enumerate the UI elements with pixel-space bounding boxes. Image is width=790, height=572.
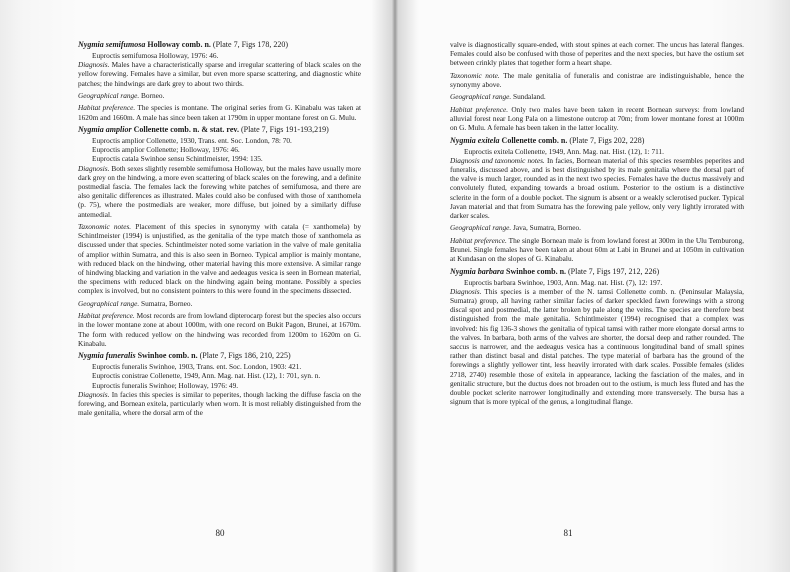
species-name: Nygmia exitela [450,135,500,145]
paragraph: Diagnosis. Both sexes slightly resemble semifumosa Holloway, but the males have usually more dark grey on the hindwing, a more even scattering of black scales on the forewing, and a definite postmedial fascia. The females lack the forewing white patches of semifumosa, and there are also genitalic differences as illustrated. Males could also be confused with those of xanthomela (p. 75), where the postmedials are weaker, more diffuse, but joined by a similarly diffuse antemedial. [78,163,361,219]
species-heading [78,40,361,50]
plate-reference: (Plate 7, Figs 197, 212, 226) [568,266,660,276]
species-name: Nygmia amplior [78,124,132,134]
plate-reference: (Plate 7, Figs 186, 210, 225) [199,351,291,361]
plate-reference: (Plate 7, Figs 202, 228) [569,135,645,145]
synonym-line: Euproctis amplior Collenette, 1930, Trans. ent. Soc. London, 78: 70. [92,135,292,145]
left-page [0,0,392,572]
paragraph: Habitat preference. Only two males have been taken in recent Bornean surveys: from lowland alluvial forest near Long Pala on a limestone outcrop at 70m; from lower montane forest at 1000m on G. Mulu. A female has been taken in the latter locality. [450,104,744,133]
species-heading [78,351,361,361]
paragraph: Geographical range. Borneo. [78,91,165,100]
species-name: Nygmia funeralis [78,351,136,361]
species-heading [78,125,361,135]
paragraph: Diagnosis. This species is a member of the N. tamsi Collenette comb. n. (Peninsular Malaysia, Sumatra) group, all having rather similar facies of darker speckled fawn forewings with a strong discal spot and postmedial, the latter broken by pale along the veins. The species are therefore best distinguished from the male genitalia. Schintlmeister (1994) recognised that a complex was involved: his fig 136-3 shows the genitalia of typical tamsi with rather more elongate dorsal arms to the valves. In barbara, both arms of the valves are shorter, the dorsal deep and rather rounded. The saccus is narrower, and the aedeagus vesica has a continuous longitudinal band of small spines rather than distinct basal and distal patches. The type material of barbara has the ground of the forewings a slightly yellower tint, less heavily irrorated with dark scales. Possible females (slides 2718, 2740) resemble those of exitela in appearance, lacking the fasciation of the males, and in genitalic structure, but the ductus does not broaden out to the ostium, is much less fluted and has the double pocket sclerite narrower longitudinally and extending more transversely. The bursa has a signum that is more typical of the genus, a longitudinal flange. [450,286,744,407]
left-text-column [78,40,361,421]
plate-reference: (Plate 7, Figs 178, 220) [212,40,289,49]
paragraph: Diagnosis. Males have a characteristically sparse and irregular scattering of black scales on the yellow forewing. Females have a similar, but even more sparse scattering, and diagnostic white patches; the hindwings are dark grey to about two thirds. [78,60,361,88]
synonym-line: Euproctis funeralis Swinhoe; Holloway, 1976: 49. [92,380,239,390]
species-authority: Swinhoe comb. n. [506,266,567,276]
species-name: Nygmia barbara [450,266,504,276]
species-authority: Collenette comb. n. [501,135,568,145]
right-page [398,0,790,572]
plate-reference: (Plate 7, Figs 191-193,219) [240,124,329,134]
paragraph: Taxonomic note. The male genitalia of funeralis and conistrae are indistinguishable, hence the synonymy above. [450,70,744,89]
species-entry [78,125,361,348]
page-number: 80 [215,528,225,538]
paragraph: Geographical range. Sundaland. [450,92,546,102]
synonym-line: Euproctis conistrae Collenette, 1949, Ann. Mag. nat. Hist. (12), 1: 701, syn. n. [92,371,321,381]
species-heading [450,136,744,146]
paragraph: Diagnosis and taxonomic notes. In facies, Bornean material of this species resembles peperites and funeralis, discussed above, and is best distinguished by its male genitalia where the dorsal part of the valve is much larger, rounded as in the next two species. Females have the ductus massively and convolutely fluted, expanding towards a broad ostium. Posterior to the ostium is a distinctive sclerite in the form of a double pocket. The signum is absent or a weakly sclerotised pucker. Typical Javan material and that from Sumatra has the forewing pale yellow, only very lightly irrorated with darker scales. [450,155,745,220]
paragraph: Diagnosis. In facies this species is similar to peperites, though lacking the diffuse fascia on the forewing, and Bornean exitela, particularly when worn. It is most reliably distinguished from the male genitalia, where the dorsal arm of the [78,389,361,418]
species-heading [450,267,744,277]
species-entry [78,351,361,417]
right-text-column [450,40,744,410]
synonym-line: Euproctis semifumosa Holloway, 1976: 46. [92,51,219,60]
paragraph: Habitat preference. Most records are from lowland dipterocarp forest but the species also occurs in the lower montane zone at about 1000m, with one record on Bukit Pagon, Brunei, at 1670m. The form with reduced yellow on the hindwing was recorded from 1200m to 1620m on G. Kinabalu. [78,311,361,348]
species-authority: Swinhoe comb. n. [137,351,198,361]
species-entry [78,40,361,122]
species-entry [450,136,744,264]
paragraph: Habitat preference. The single Bornean male is from lowland forest at 300m in the Ulu Temburong, Brunei. Single females have been taken at about 60m at Labi in Brunei and at 1050m in cultivation at Kundasan on the slopes of G. Kinabalu. [450,235,744,264]
synonym-line: Euproctis catala Swinhoe sensu Schintlmeister, 1994: 135. [92,154,263,164]
paragraph: Habitat preference. The species is montane. The original series from G. Kinabalu was taken at 1620m and 1660m. A male has since been taken at 1790m in upper montane forest on G. Mulu. [78,103,362,122]
synonym-line: Euproctis funeralis Swinhoe, 1903, Trans. ent. Soc. London, 1903: 421. [92,362,302,372]
paragraph: Geographical range. Java, Sumatra, Borneo. [450,223,581,233]
species-entry [450,267,744,407]
continuation-paragraph: valve is diagnostically square-ended, with stout spines at each corner. The uncus has lateral flanges. Females could also be confused with those of peperites and the next species, but have the ostium set between crinkly plates that together form a heart shape. [450,40,744,68]
paragraph: Taxonomic notes. Placement of this species in synonymy with catala (= xanthomela) by Schintlmeister (1994) is unjustified, as the genitalia of the type match those of xanthomela as discussed under that species. Schintlmeister noted some variation in the valve of male genitalia of amplior within Sumatra, and this is also seen in Borneo. Typical amplior is mainly montane, with reduced black on the hindwing, other material having this more extensive. A similar range of hindwing blacking and variation in the valve and aedeagus vesica is seen in Bornean material, the specimens with reduced black on the hindwing again being montane. Possibly a species complex is involved, but no consistent pointers to this were found in the specimens dissected. [78,222,362,296]
synonym-line: Euproctis barbara Swinhoe, 1903, Ann. Mag. nat. Hist. (7), 12: 197. [464,277,663,287]
species-authority: Collenette comb. n. & stat. rev. [133,124,239,134]
page-number: 81 [563,528,573,538]
paragraph: Geographical range. Sumatra, Borneo. [78,298,193,308]
synonym-line: Euproctis amplior Collenette; Holloway, 1976: 46. [92,145,240,155]
species-name: Nygmia semifumosa [78,40,146,49]
synonym-line: Euproctis exitela Collenette, 1949, Ann. Mag. nat. Hist. (12), 1: 711. [464,146,664,156]
species-authority: Holloway comb. n. [147,40,211,49]
